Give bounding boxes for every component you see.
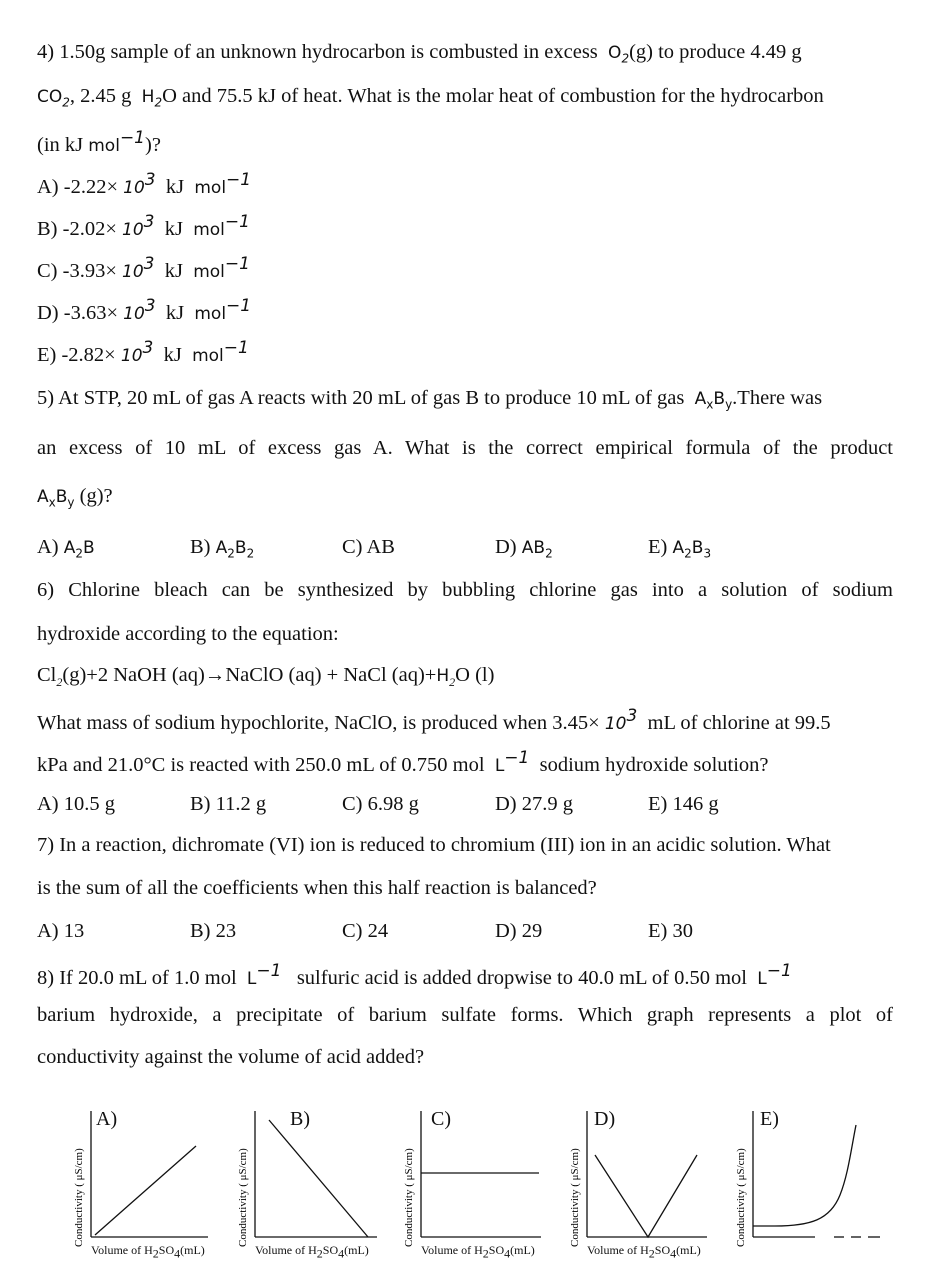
q6-line-5: kPa and 21.0°C is reacted with 250.0 mL of 0.750 mol $L^{-1}$ sodium hydroxide solution? bbox=[37, 748, 769, 776]
graph-d-label: D) bbox=[594, 1108, 616, 1130]
graph-b-curve bbox=[269, 1120, 368, 1237]
graph-b-xlabel: Volume of $H_2SO_4(mL)$ bbox=[255, 1243, 369, 1261]
q6-equation: $Cl_2(g)+2$ NaOH (aq)→NaClO (aq) + NaCl $(aq)+H_2O$ (l) bbox=[37, 664, 495, 690]
co2-formula: $CO_2$ bbox=[37, 87, 70, 110]
graph-c-label: C) bbox=[431, 1108, 451, 1130]
q7-option-e[interactable]: E) 30 bbox=[648, 920, 693, 942]
q7-line-1: 7) In a reaction, dichromate (VI) ion is reduced to chromium (III) ion in an acidic solution. What bbox=[37, 834, 831, 856]
q7-option-b[interactable]: B) 23 bbox=[190, 920, 237, 942]
q5-option-b[interactable]: B) $A_2B_2$ bbox=[190, 536, 255, 561]
q7-option-a[interactable]: A) 13 bbox=[37, 920, 85, 942]
q7-option-c[interactable]: C) 24 bbox=[342, 920, 389, 942]
q4-option-b[interactable]: B) $-2.02\times 10^3$ kJ mol$^{-1}$ bbox=[37, 212, 250, 240]
q4-option-c[interactable]: C) $-3.93\times 10^3$ kJ mol$^{-1}$ bbox=[37, 254, 250, 282]
q5-option-e[interactable]: E) $A_2B_3$ bbox=[648, 536, 712, 561]
q6-option-c[interactable]: C) 6.98 g bbox=[342, 793, 419, 815]
axby-formula: $A_xB_y$ bbox=[694, 389, 733, 412]
graph-b-ylabel: Conductivity ( μS/cm) bbox=[237, 1148, 249, 1247]
q5-option-d[interactable]: D) $AB_2$ bbox=[495, 536, 553, 561]
graph-e-plot bbox=[730, 1105, 890, 1265]
graph-d-curve bbox=[595, 1155, 697, 1237]
q4-option-d[interactable]: D) $-3.63\times 10^3$ kJ mol$^{-1}$ bbox=[37, 296, 252, 324]
q6-option-b[interactable]: B) 11.2 g bbox=[190, 793, 267, 815]
q4-option-a[interactable]: A) $-2.22\times 10^3$ kJ mol$^{-1}$ bbox=[37, 170, 252, 198]
graph-a-ylabel: Conductivity ( μS/cm) bbox=[73, 1148, 85, 1247]
graph-e-curve bbox=[753, 1125, 856, 1226]
axby-formula-2: $A_xB_y$ bbox=[37, 487, 75, 510]
graph-a-label: A) bbox=[96, 1108, 118, 1130]
q6-line-2: hydroxide according to the equation: bbox=[37, 623, 339, 645]
q5-option-c[interactable]: C) AB bbox=[342, 536, 395, 558]
q6-option-d[interactable]: D) 27.9 g bbox=[495, 793, 574, 815]
q7-line-2: is the sum of all the coefficients when this half reaction is balanced? bbox=[37, 877, 597, 899]
q4-option-e[interactable]: E) $-2.82\times 10^3$ kJ mol$^{-1}$ bbox=[37, 338, 249, 366]
graph-c-xlabel: Volume of $H_2SO_4(mL)$ bbox=[421, 1243, 535, 1261]
q5-line-2: an excess of 10 mL of excess gas A. What is the correct empirical formula of the product bbox=[37, 437, 893, 459]
graph-e-label: E) bbox=[760, 1108, 779, 1130]
q5-line-3: $A_xB_y$ (g)? bbox=[37, 485, 113, 510]
q5-line-1: 5) At STP, 20 mL of gas A reacts with 20 mL of gas B to produce 10 mL of gas $A_xB_y.There$ was bbox=[37, 387, 823, 412]
graph-d-plot bbox=[564, 1105, 714, 1265]
q4-text: 4) 1.50g sample of an unknown hydrocarbon is combusted in excess bbox=[37, 41, 598, 63]
q7-option-d[interactable]: D) 29 bbox=[495, 920, 543, 942]
graph-e[interactable] bbox=[730, 1105, 890, 1265]
q6-option-e[interactable]: E) 146 g bbox=[648, 793, 719, 815]
graph-d[interactable] bbox=[564, 1105, 714, 1265]
q8-line-3: conductivity against the volume of acid added? bbox=[37, 1046, 425, 1068]
graph-b-label: B) bbox=[290, 1108, 310, 1130]
q6-option-a[interactable]: A) 10.5 g bbox=[37, 793, 116, 815]
q4-line-3: (in kJ mol$^{-1}$)? bbox=[37, 128, 161, 156]
q4-line-2: $CO_2$, 2.45 g $H_2O$ and 75.5 kJ of heat. What is the molar heat of combustion for the hydrocarbon bbox=[37, 85, 824, 110]
h2o-formula: $H_2$ bbox=[141, 87, 163, 110]
q6-line-1: 6) Chlorine bleach can be synthesized by bubbling chlorine gas into a solution of sodium bbox=[37, 579, 893, 601]
q5-option-a[interactable]: A) $A_2B$ bbox=[37, 536, 95, 561]
graph-d-ylabel: Conductivity ( μS/cm) bbox=[569, 1148, 581, 1247]
graph-e-ylabel: Conductivity ( μS/cm) bbox=[735, 1148, 747, 1247]
q8-line-1: 8) If 20.0 mL of 1.0 mol $L^{-1}$ sulfuric acid is added dropwise to 40.0 mL of 0.50 mol $L^{-1}$ bbox=[37, 961, 792, 989]
graph-a-xlabel: Volume of $H_2SO_4(mL)$ bbox=[91, 1243, 205, 1261]
graph-c-plot bbox=[398, 1105, 548, 1265]
q6-line-4: What mass of sodium hypochlorite, NaClO, is produced when $3.45\times 10^3$ mL of chlorine at 99.5 bbox=[37, 706, 831, 734]
graph-d-xlabel: Volume of $H_2SO_4(mL)$ bbox=[587, 1243, 701, 1261]
graph-a-plot bbox=[68, 1105, 218, 1265]
graph-c[interactable] bbox=[398, 1105, 548, 1265]
o2-formula: $O_2$ bbox=[608, 43, 630, 66]
graph-a[interactable] bbox=[68, 1105, 218, 1265]
graph-c-ylabel: Conductivity ( μS/cm) bbox=[403, 1148, 415, 1247]
graph-a-curve bbox=[95, 1146, 196, 1235]
graph-b[interactable] bbox=[232, 1105, 382, 1265]
q4-line-1: 4) 1.50g sample of an unknown hydrocarbon is combusted in excess $O_2(g)$ to produce 4.49 g bbox=[37, 41, 802, 66]
q8-line-2: barium hydroxide, a precipitate of barium sulfate forms. Which graph represents a plot of bbox=[37, 1004, 893, 1026]
